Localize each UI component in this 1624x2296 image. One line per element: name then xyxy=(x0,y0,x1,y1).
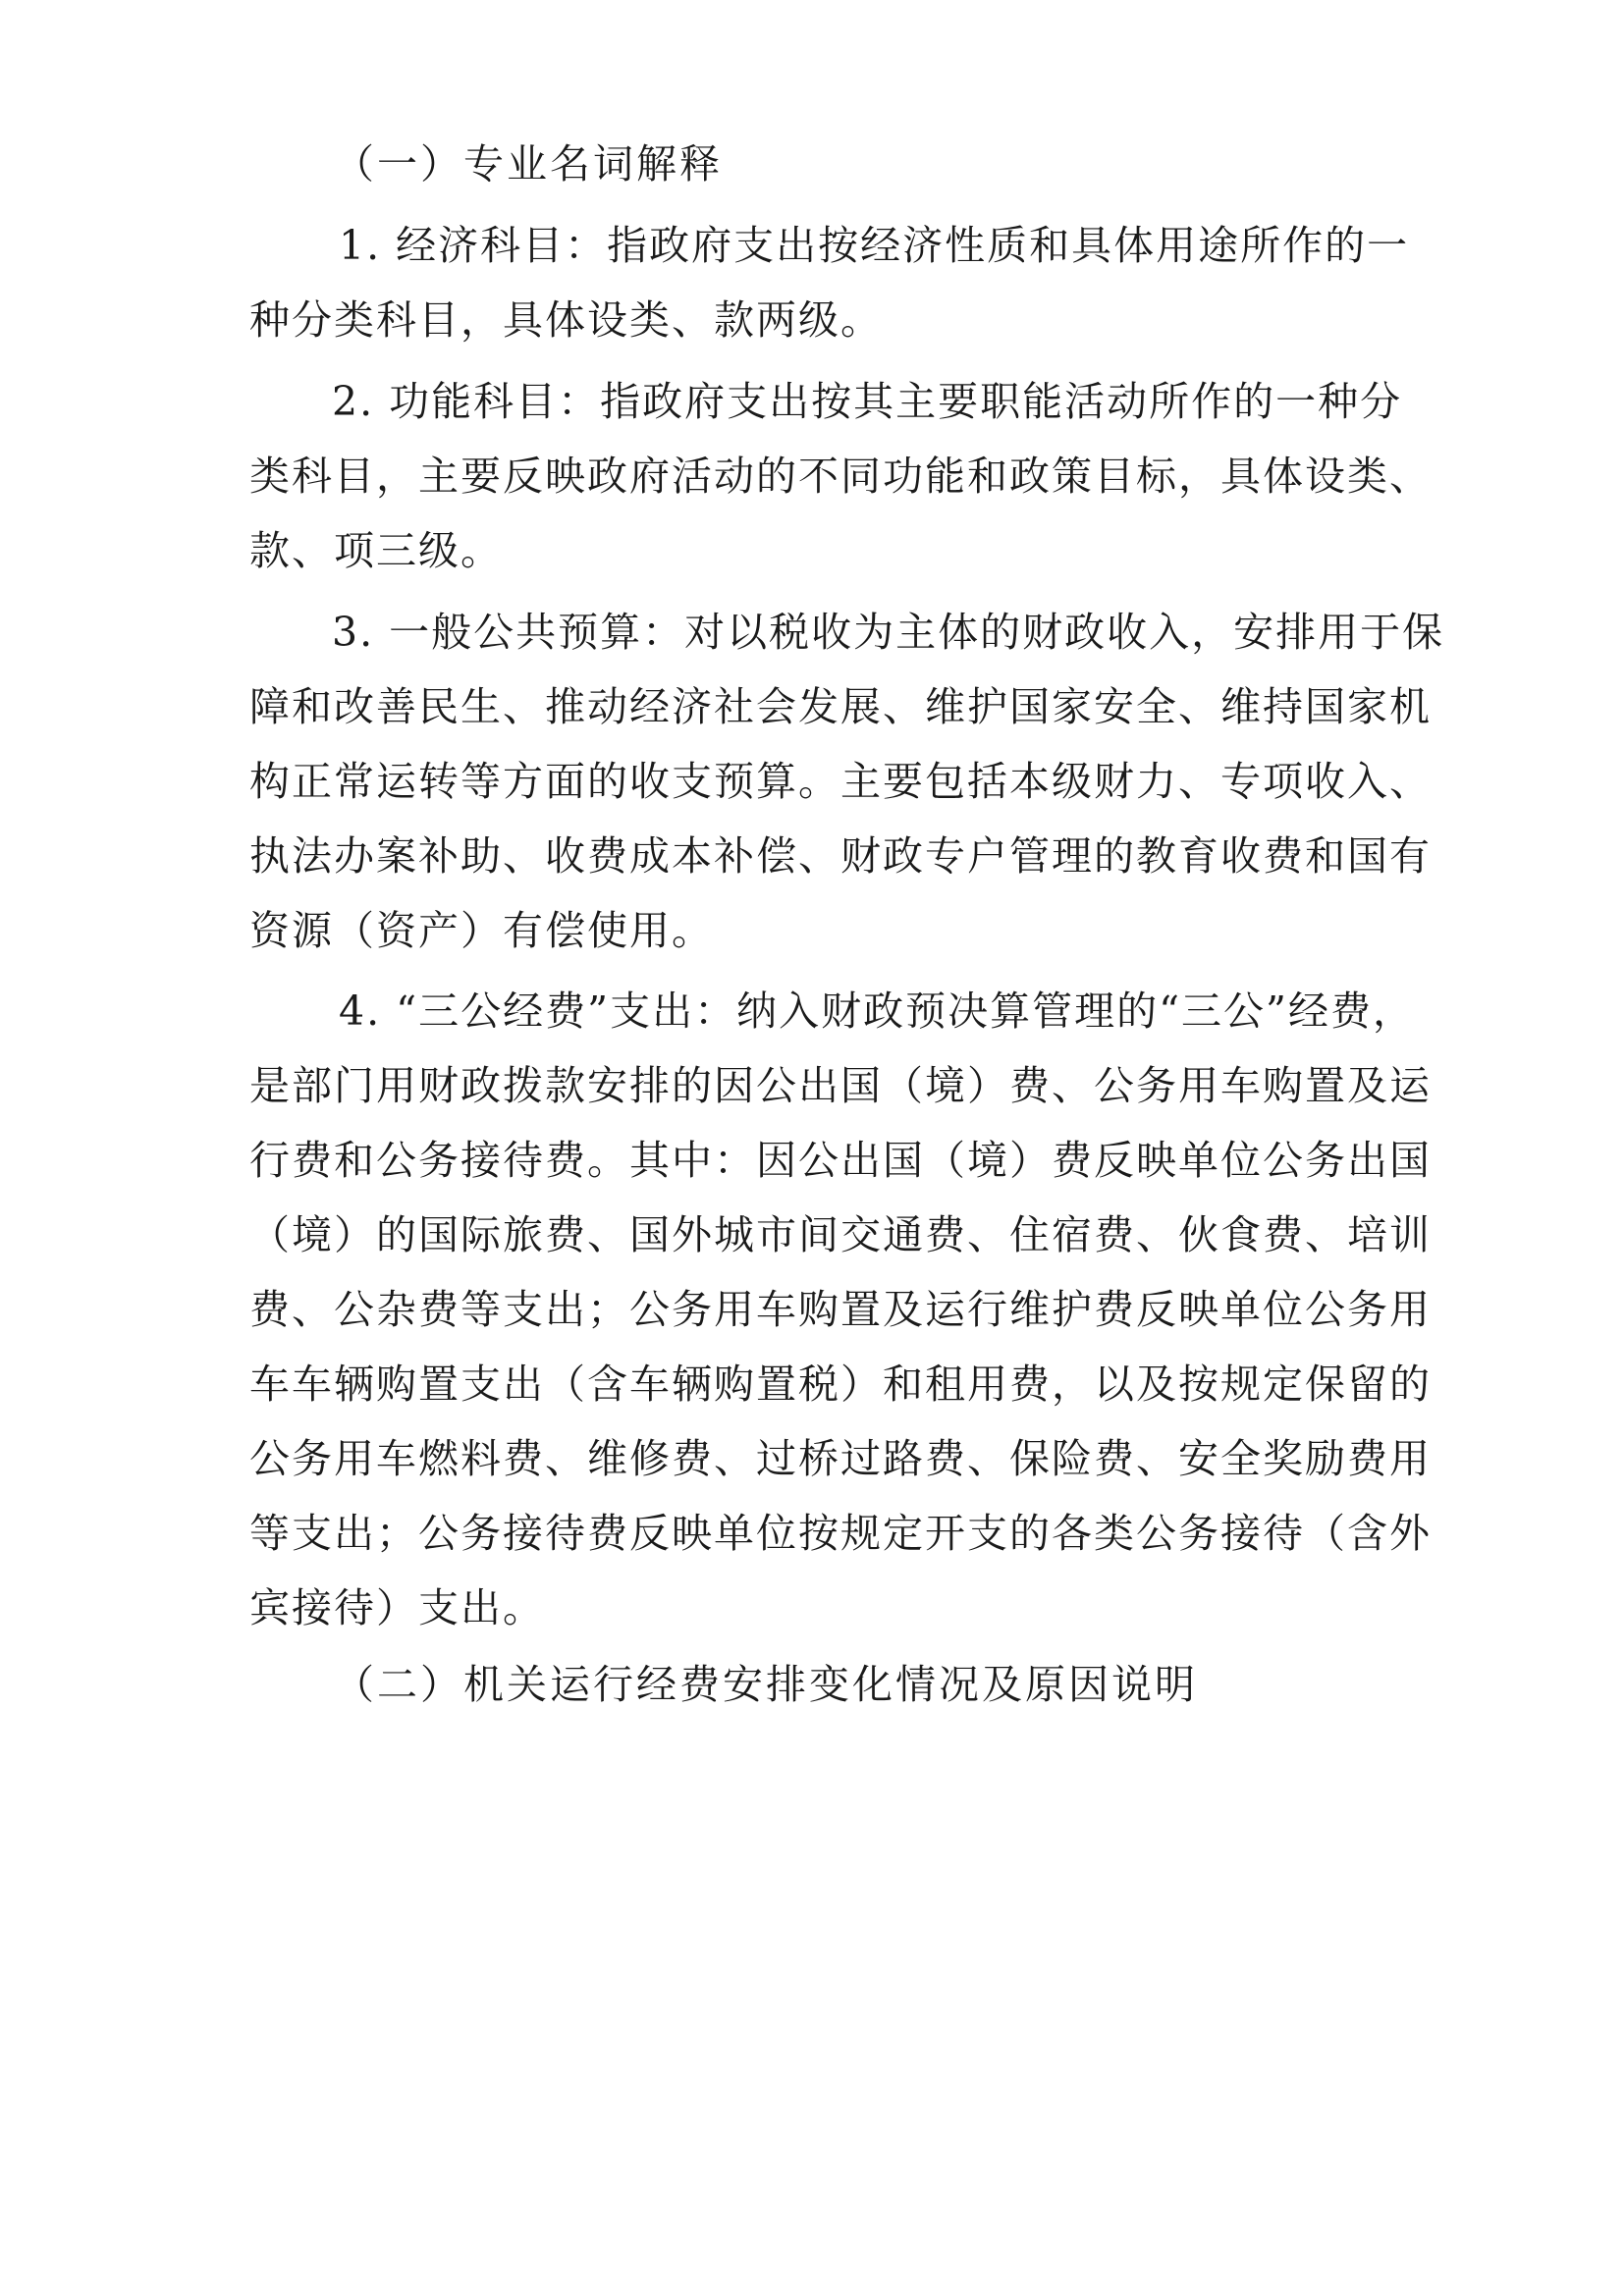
definition-three-public-line-5: 费、公杂费等支出；公务用车购置及运行维护费反映单位公务用 xyxy=(249,1286,1432,1333)
definition-three-public-line-6: 车车辆购置支出（含车辆购置税）和租用费，以及按规定保留的 xyxy=(249,1361,1432,1408)
definition-three-public-line-4: （境）的国际旅费、国外城市间交通费、住宿费、伙食费、培训 xyxy=(249,1211,1432,1258)
definition-budget-line-4: 执法办案补助、收费成本补偿、财政专户管理的教育收费和国有 xyxy=(249,832,1432,880)
definition-economic-line-2: 种分类科目，具体设类、款两级。 xyxy=(249,296,883,344)
definition-three-public-line-8: 等支出；公务接待费反映单位按规定开支的各类公务接待（含外 xyxy=(249,1510,1432,1557)
definition-budget-line-3: 构正常运转等方面的收支预算。主要包括本级财力、专项收入、 xyxy=(249,758,1432,805)
definition-functional-line-2: 类科目，主要反映政府活动的不同功能和政策目标，具体设类、 xyxy=(249,453,1432,500)
definition-budget-line-1: 3. 一般公共预算：对以税收为主体的财政收入，安排用于保 xyxy=(332,609,1445,656)
section-heading-terms: （一）专业名词解释 xyxy=(334,140,723,187)
definition-three-public-line-3: 行费和公务接待费。其中：因公出国（境）费反映单位公务出国 xyxy=(249,1137,1432,1184)
definition-three-public-line-2: 是部门用财政拨款安排的因公出国（境）费、公务用车购置及运 xyxy=(249,1062,1432,1109)
definition-three-public-line-9: 宾接待）支出。 xyxy=(249,1584,545,1631)
definition-functional-line-3: 款、项三级。 xyxy=(249,527,503,574)
definition-budget-line-2: 障和改善民生、推动经济社会发展、维护国家安全、维持国家机 xyxy=(249,683,1432,730)
definition-three-public-line-1: 4. “三公经费”支出：纳入财政预决算管理的“三公”经费， xyxy=(339,988,1415,1035)
definition-three-public-line-7: 公务用车燃料费、维修费、过桥过路费、保险费、安全奖励费用 xyxy=(249,1435,1432,1482)
definition-economic-line-1: 1. 经济科目：指政府支出按经济性质和具体用途所作的一 xyxy=(339,222,1410,269)
section-heading-operating-funds: （二）机关运行经费安排变化情况及原因说明 xyxy=(334,1661,1198,1708)
definition-functional-line-1: 2. 功能科目：指政府支出按其主要职能活动所作的一种分 xyxy=(332,378,1403,425)
definition-budget-line-5: 资源（资产）有偿使用。 xyxy=(249,907,714,954)
